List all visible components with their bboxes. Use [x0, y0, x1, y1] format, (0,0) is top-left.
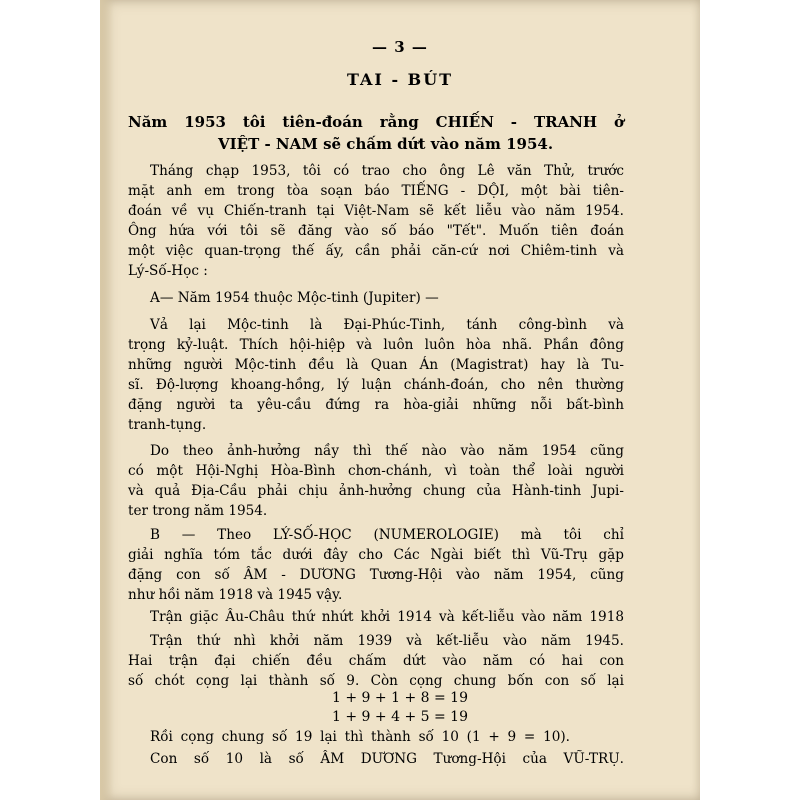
- paragraph-line: Hai trận đại chiến đều chấm dứt vào năm có hai con: [128, 653, 624, 669]
- paragraph-line: B — Theo LÝ-SỐ-HỌC (NUMEROLOGIE) mà tôi chỉ: [150, 527, 624, 543]
- page-number: — 3 —: [372, 38, 428, 56]
- paragraph-line: Do theo ảnh-hưởng nầy thì thế nào vào năm 1954 cũng: [150, 443, 624, 459]
- paragraph-line: một việc quan-trọng thế ấy, cần phải căn-cứ nơi Chiêm-tinh và: [128, 243, 624, 259]
- equation-line: 1 + 9 + 4 + 5 = 19: [332, 709, 468, 725]
- paragraph-line: đoán về vụ Chiến-tranh tại Việt-Nam sẽ kết liễu vào năm 1954.: [128, 203, 624, 219]
- equation-line: 1 + 9 + 1 + 8 = 19: [332, 690, 468, 706]
- paragraph-line: có một Hội-Nghị Hòa-Bình chơn-chánh, vì toàn thể loài người: [128, 463, 624, 479]
- paragraph-line: và quả Địa-Cầu phải chịu ảnh-hưởng chung của Hành-tinh Jupi-: [128, 483, 624, 499]
- heading-line: Năm 1953 tôi tiên-đoán rằng CHIẾN - TRANH ở: [128, 113, 624, 131]
- paragraph-line: Lý-Số-Học :: [128, 263, 208, 279]
- paragraph-line: số chót cọng lại thành số 9. Còn cọng chung bốn con số lại: [128, 673, 624, 689]
- paragraph-line: giải nghĩa tóm tắc dưới đây cho Các Ngài biết thì Vũ-Trụ gặp: [128, 547, 624, 563]
- paragraph-line: Trận giặc Âu-Châu thứ nhứt khởi 1914 và kết-liễu vào năm 1918: [150, 609, 624, 625]
- paragraph-line: những người Mộc-tinh đều là Quan Án (Magistrat) hay là Tu-: [128, 357, 624, 373]
- paragraph-line: sĩ. Độ-lượng khoang-hồng, lý luận chánh-đoán, cho nên thường: [128, 377, 624, 393]
- paragraph-line: tranh-tụng.: [128, 417, 207, 433]
- paragraph-line: Con số 10 là số ÂM DƯƠNG Tương-Hội của VŨ-TRỤ.: [150, 751, 624, 767]
- paragraph-line: trọng kỷ-luật. Thích hội-hiệp và luôn luôn hòa nhã. Phần đông: [128, 337, 624, 353]
- paragraph-line: ter trong năm 1954.: [128, 503, 268, 519]
- section-a-title: A— Năm 1954 thuộc Mộc-tinh (Jupiter) —: [150, 290, 439, 306]
- paragraph-line: như hồi năm 1918 và 1945 vậy.: [128, 587, 343, 603]
- page-binding-shadow: [100, 0, 114, 800]
- paragraph-line: Rồi cọng chung số 19 lại thì thành số 10 (1 + 9 = 10).: [150, 729, 570, 745]
- paragraph-line: Trận thứ nhì khởi năm 1939 và kết-liễu vào năm 1945.: [150, 633, 624, 649]
- heading-line: VIỆT - NAM sẽ chấm dứt vào năm 1954.: [218, 135, 554, 153]
- paragraph-line: Vả lại Mộc-tinh là Đại-Phúc-Tinh, tánh công-bình và: [150, 317, 624, 333]
- paragraph-line: đặng người ta yêu-cầu đứng ra hòa-giải những nỗi bất-bình: [128, 397, 624, 413]
- paragraph-line: mặt anh em trong tòa soạn báo TIẾNG - DỘI, một bài tiên-: [128, 183, 624, 199]
- page-title: TAI - BÚT: [346, 70, 454, 89]
- paragraph-line: Ông hứa với tôi sẽ đăng vào số báo "Tết". Muốn tiên đoán: [128, 223, 624, 239]
- paragraph-line: Tháng chạp 1953, tôi có trao cho ông Lê văn Thử, trước: [150, 163, 624, 179]
- paragraph-line: đặng con số ÂM - DƯƠNG Tương-Hội vào năm 1954, cũng: [128, 567, 624, 583]
